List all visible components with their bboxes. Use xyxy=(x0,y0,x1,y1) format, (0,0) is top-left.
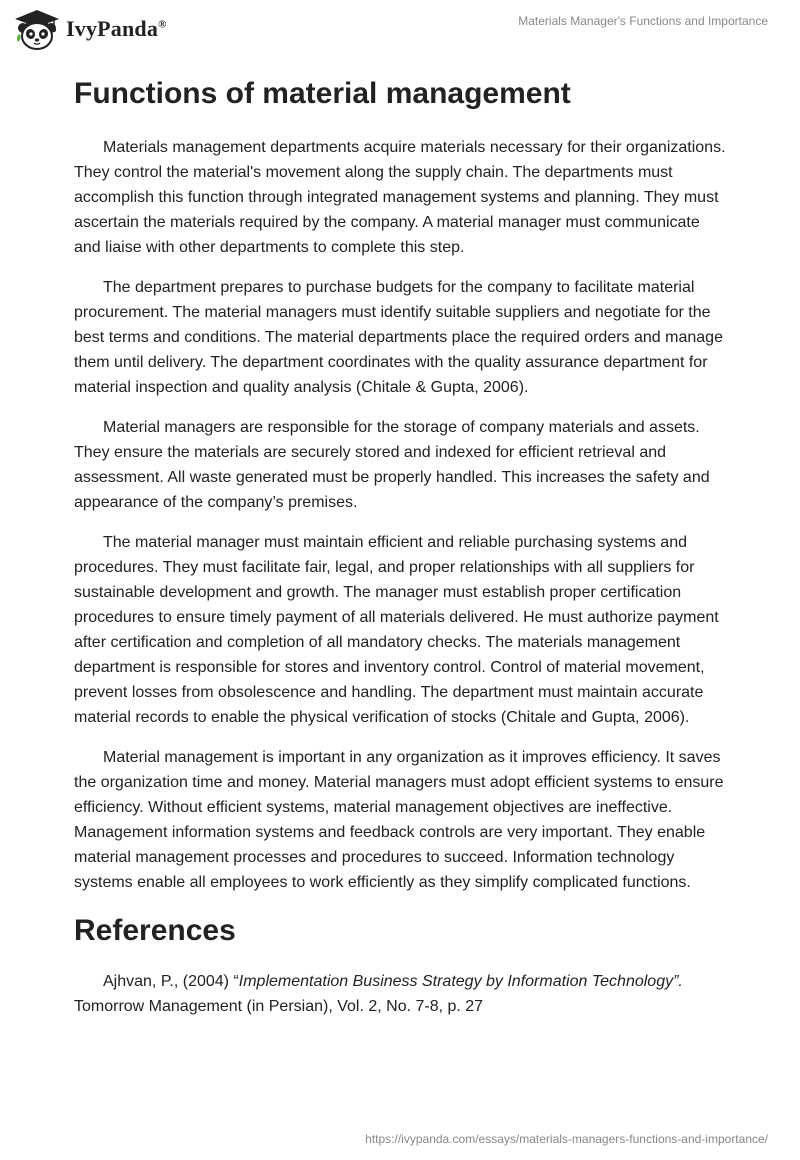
body-paragraph: The material manager must maintain efficient and reliable purchasing systems and procedures. They must facilitate fair, legal, and proper relationships with all suppliers for sustainable development and growth. The manager must establish proper certification procedures to ensure timely payment of all materials delivered. He must authorize payment after certification and completion of all mandatory checks. The materials management department is responsible for stores and inventory control. Control of material movement, prevent losses from obsolescence and handling. The department must maintain accurate material records to enable the physical verification of stocks (Chitale and Gupta, 2006). xyxy=(74,534,719,726)
body-paragraph: Material managers are responsible for the storage of company materials and assets. They ensure the materials are securely stored and indexed for efficient retrieval and assessment. All waste generated must be properly handled. This increases the safety and appearance of the company’s premises. xyxy=(74,419,710,511)
reference-title: Implementation Business Strategy by Information Technology”. xyxy=(238,973,683,990)
reference-entry: Ajhvan, P., (2004) “Implementation Business Strategy by Information Technology”. Tomorrow Management (in Persian), Vol. 2, No. 7-8, p. 27 xyxy=(74,973,683,1015)
brand-name: IvyPanda® xyxy=(66,16,167,41)
essay-content xyxy=(74,70,726,1034)
brand-logo[interactable] xyxy=(14,8,167,50)
body-paragraph: Material management is important in any organization as it improves efficiency. It saves the organization time and money. Material managers must adopt efficient systems to ensure efficiency. Without efficient systems, material management objectives are ineffective. Management information systems and feedback controls are very important. They enable material management processes and procedures to succeed. Information technology systems enable all employees to work efficiently as they simplify complicated functions. xyxy=(74,749,724,891)
body-paragraph: Materials management departments acquire materials necessary for their organizations. They control the material's movement along the supply chain. The departments must accomplish this function through integrated management systems and planning. They must ascertain the materials required by the company. A material manager must communicate and liaise with other departments to complete this step. xyxy=(74,139,726,256)
body-paragraph: The department prepares to purchase budgets for the company to facilitate material procurement. The material managers must identify suitable suppliers and negotiate for the best terms and conditions. The material departments place the required orders and manage them until delivery. The department coordinates with the quality assurance department for material inspection and quality analysis (Chitale & Gupta, 2006). xyxy=(74,279,723,396)
document-title: Materials Manager's Functions and Importance xyxy=(518,14,768,28)
section-heading-functions: Functions of material management xyxy=(74,77,571,110)
section-heading-references: References xyxy=(74,914,236,947)
source-url[interactable]: https://ivypanda.com/essays/materials-managers-functions-and-importance/ xyxy=(365,1132,768,1146)
page-header xyxy=(0,0,800,60)
panda-graduate-icon xyxy=(14,8,60,50)
